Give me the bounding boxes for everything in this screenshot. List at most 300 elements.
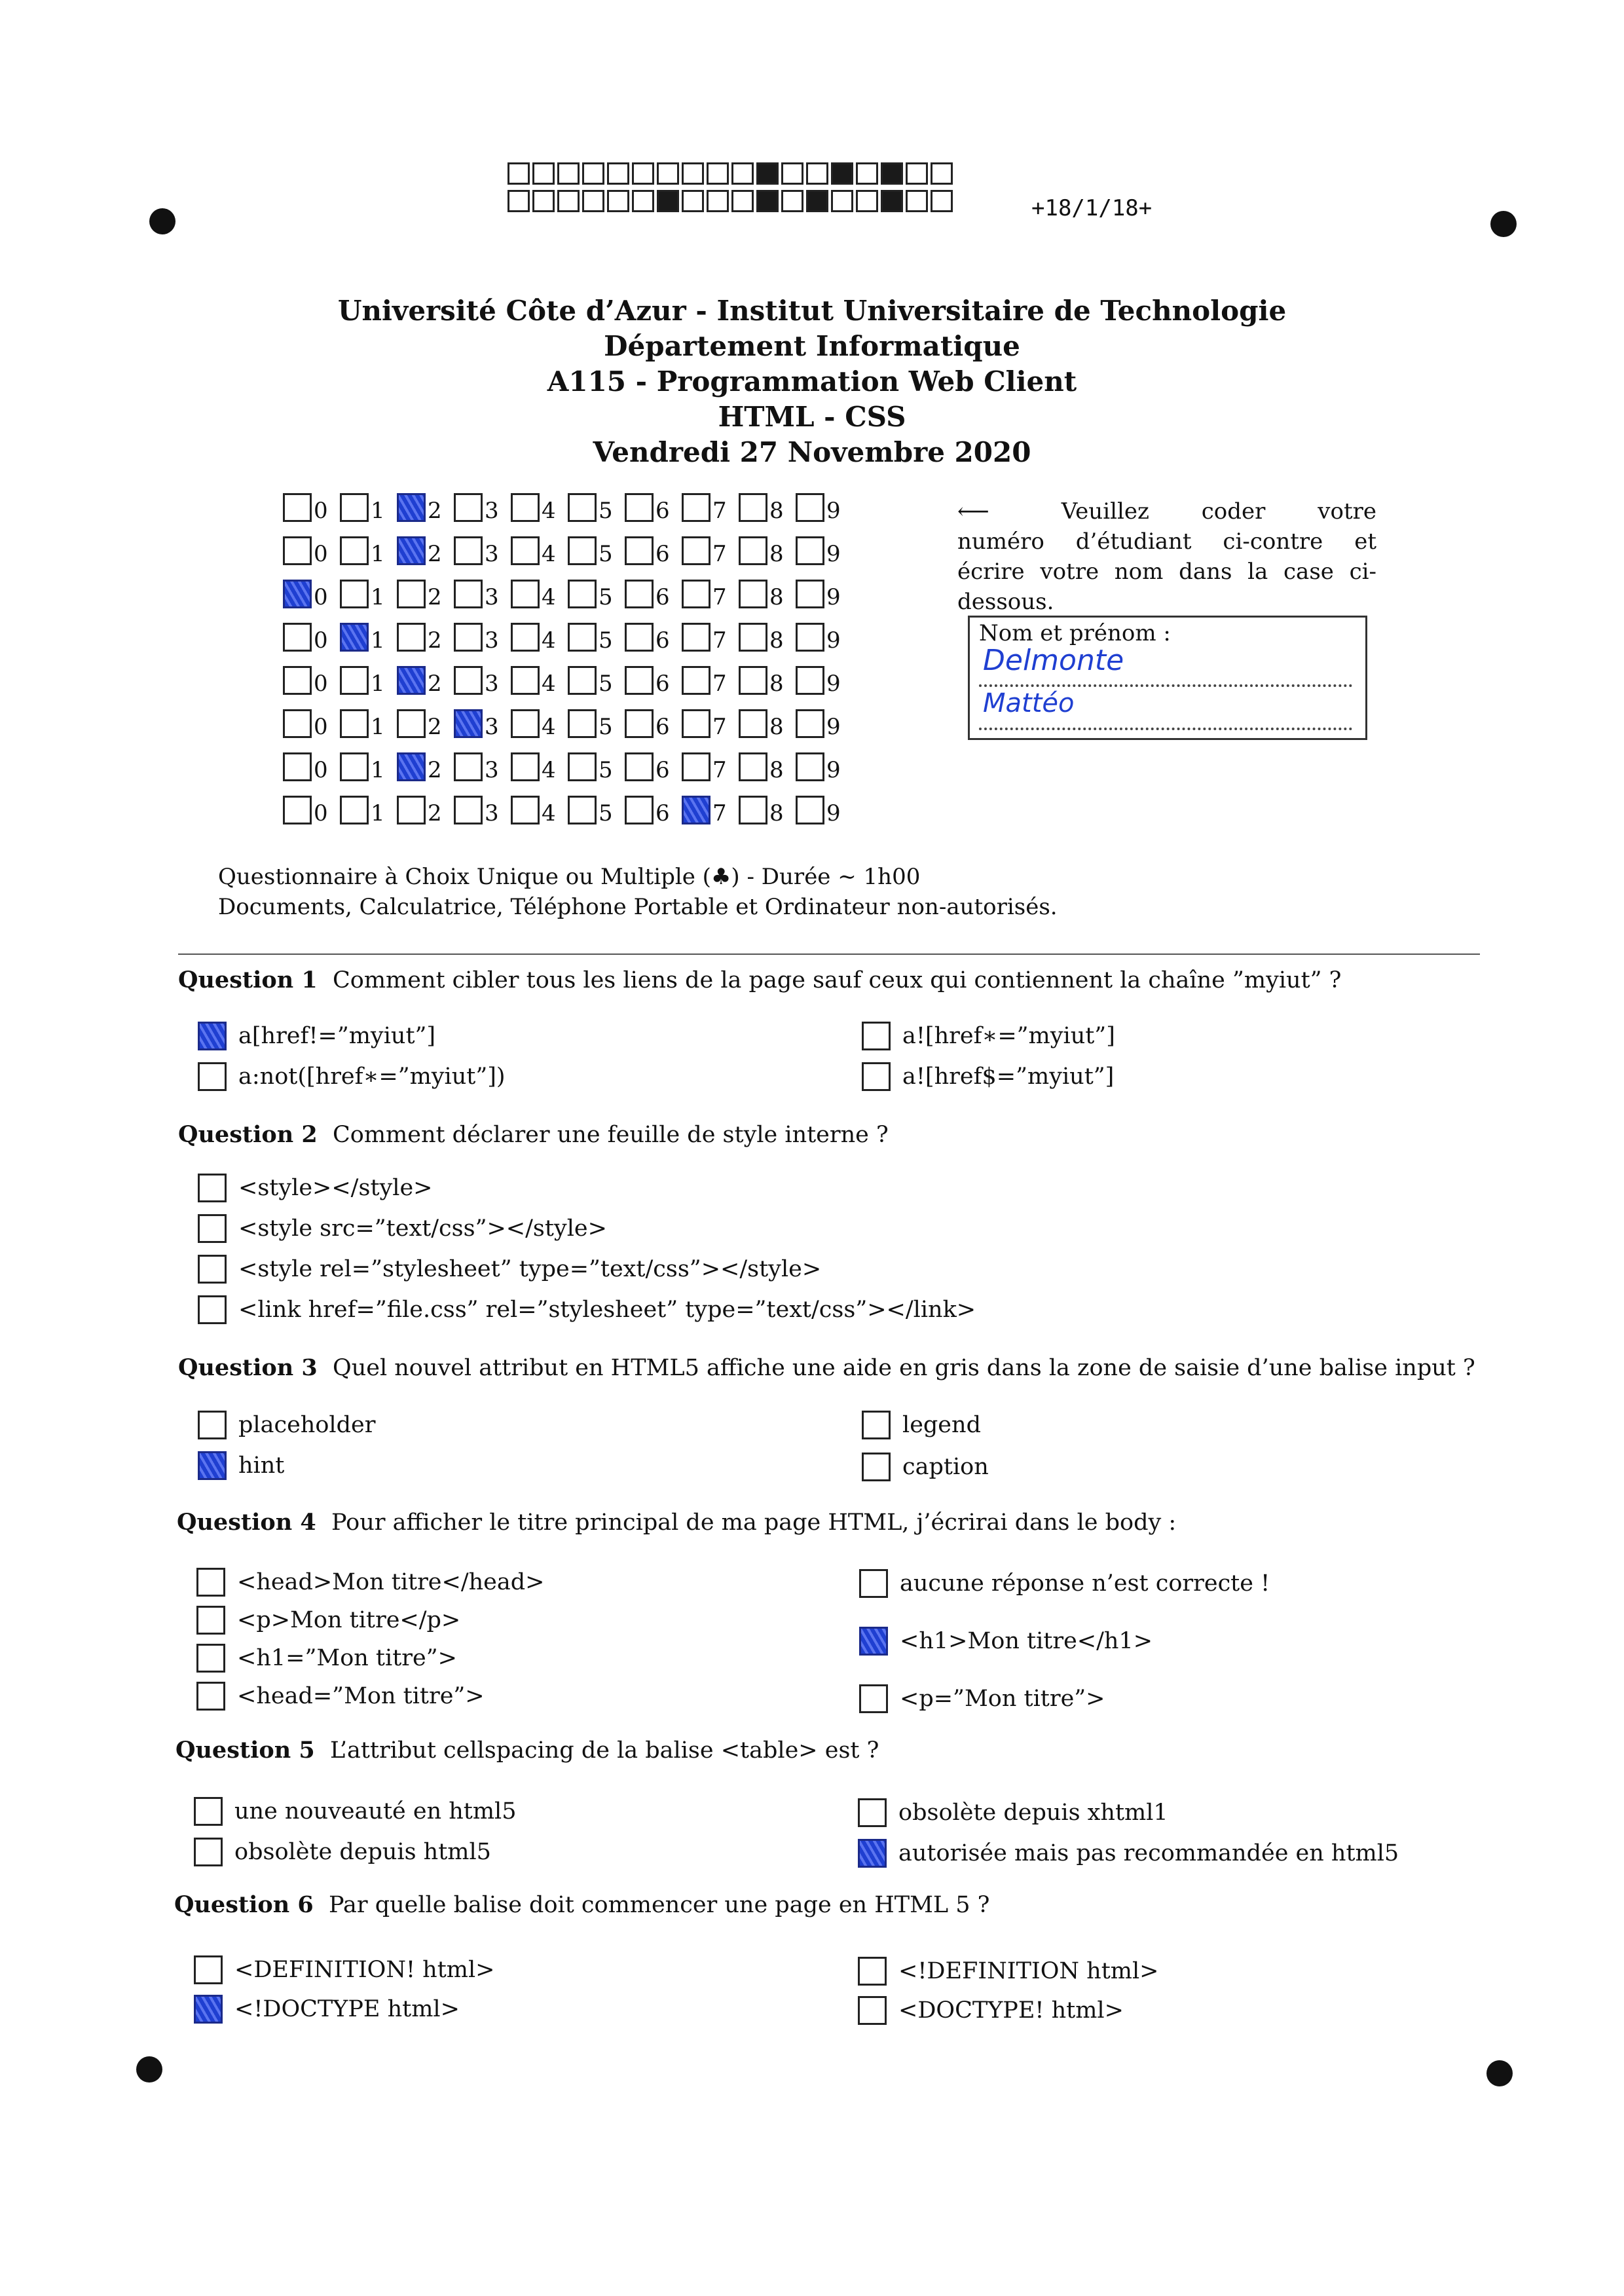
digit-option (625, 752, 682, 781)
handwritten-last-name[interactable]: Delmonte (983, 644, 1124, 677)
digit-checkbox[interactable] (397, 623, 426, 652)
digit-option (796, 709, 853, 738)
answer-option[interactable] (858, 1839, 1399, 1868)
digit-label: 7 (712, 498, 727, 524)
question-number: Question 1 (178, 967, 318, 993)
digit-label: 1 (371, 498, 385, 524)
digit-label: 1 (371, 671, 385, 697)
digit-checkbox[interactable] (625, 536, 654, 565)
digit-label: 6 (655, 541, 670, 567)
digit-checkbox[interactable] (625, 752, 654, 781)
student-number-row (283, 664, 853, 697)
question-text: Quel nouvel attribut en HTML5 affiche une aide en gris dans la zone de saisie d’une balise input ? (333, 1355, 1475, 1381)
digit-checkbox[interactable] (283, 623, 312, 652)
digit-checkbox[interactable] (796, 493, 824, 522)
digit-label: 4 (542, 541, 556, 567)
digit-checkbox[interactable] (682, 752, 710, 781)
barcode-row (507, 190, 955, 212)
digit-checkbox[interactable] (568, 709, 597, 738)
digit-checkbox[interactable] (397, 709, 426, 738)
barcode-cell (557, 162, 580, 185)
digit-checkbox[interactable] (625, 623, 654, 652)
digit-checkbox[interactable] (796, 666, 824, 695)
answer-label: placeholder (238, 1412, 376, 1438)
digit-label: 0 (314, 627, 328, 654)
digit-option (340, 796, 397, 824)
registration-mark (149, 208, 175, 234)
digit-label: 7 (712, 757, 727, 783)
digit-label: 4 (542, 714, 556, 740)
answer-label: caption (902, 1454, 989, 1480)
digit-label: 5 (599, 584, 613, 610)
digit-label: 9 (826, 671, 841, 697)
digit-label: 6 (655, 671, 670, 697)
answer-option[interactable] (198, 1174, 433, 1202)
answer-checkbox[interactable] (194, 1955, 223, 1984)
answer-checkbox[interactable] (859, 1627, 888, 1656)
digit-checkbox[interactable] (340, 580, 369, 608)
barcode-cell (781, 162, 803, 185)
digit-checkbox[interactable] (568, 493, 597, 522)
digit-checkbox[interactable] (283, 493, 312, 522)
student-number-row (283, 491, 853, 524)
digit-checkbox[interactable] (511, 580, 540, 608)
digit-option (568, 536, 625, 565)
answer-option[interactable] (198, 1022, 435, 1050)
answer-label: a[href!=”myiut”] (238, 1023, 436, 1049)
digit-checkbox[interactable] (397, 536, 426, 565)
course-title: A115 - Programmation Web Client (547, 365, 1077, 398)
digit-checkbox[interactable] (682, 709, 710, 738)
digit-label: 2 (428, 800, 442, 826)
answer-option[interactable] (196, 1682, 485, 1711)
answer-checkbox[interactable] (194, 1995, 223, 2024)
digit-label: 9 (826, 498, 841, 524)
digit-label: 8 (769, 584, 784, 610)
digit-checkbox[interactable] (568, 796, 597, 824)
digit-checkbox[interactable] (340, 666, 369, 695)
answer-option[interactable] (859, 1627, 1153, 1656)
separator (178, 954, 1480, 955)
digit-label: 7 (712, 627, 727, 654)
answer-label: <!DOCTYPE html> (234, 1996, 460, 2022)
digit-checkbox[interactable] (340, 796, 369, 824)
answer-label: <h1>Mon titre</h1> (900, 1628, 1153, 1654)
digit-checkbox[interactable] (796, 580, 824, 608)
answer-checkbox[interactable] (196, 1568, 225, 1597)
digit-checkbox[interactable] (340, 536, 369, 565)
digit-option (511, 752, 568, 781)
digit-checkbox[interactable] (511, 752, 540, 781)
answer-option[interactable] (194, 1838, 491, 1866)
barcode-cell (806, 162, 828, 185)
answer-label: <style src=”text/css”></style> (238, 1215, 607, 1242)
digit-label: 7 (712, 800, 727, 826)
answer-option[interactable] (198, 1295, 976, 1324)
barcode-cell (657, 190, 679, 212)
barcode-cell (856, 162, 878, 185)
question-header (175, 1737, 879, 1764)
digit-checkbox[interactable] (397, 580, 426, 608)
digit-option (625, 666, 682, 695)
answer-option[interactable] (198, 1411, 375, 1439)
digit-checkbox[interactable] (625, 580, 654, 608)
code-instructions (957, 496, 1376, 617)
digit-checkbox[interactable] (511, 623, 540, 652)
digit-checkbox[interactable] (682, 623, 710, 652)
digit-checkbox[interactable] (511, 709, 540, 738)
answer-option[interactable] (198, 1255, 821, 1284)
question-number: Question 2 (178, 1121, 318, 1148)
answer-option[interactable] (862, 1453, 989, 1481)
answer-checkbox[interactable] (862, 1022, 891, 1050)
digit-checkbox[interactable] (340, 752, 369, 781)
barcode-cell (607, 162, 629, 185)
digit-option (682, 580, 739, 608)
digit-checkbox[interactable] (397, 666, 426, 695)
answer-option[interactable] (198, 1451, 284, 1480)
digit-checkbox[interactable] (682, 796, 710, 824)
digit-option (511, 709, 568, 738)
answer-label: aucune réponse n’est correcte ! (900, 1570, 1270, 1597)
answer-option[interactable] (862, 1022, 1115, 1050)
digit-option (511, 623, 568, 652)
answer-checkbox[interactable] (862, 1062, 891, 1091)
digit-label: 1 (371, 584, 385, 610)
answer-checkbox[interactable] (858, 1957, 887, 1986)
name-label: Nom et prénom : (979, 620, 1171, 646)
digit-label: 2 (428, 627, 442, 654)
answer-option[interactable] (198, 1214, 607, 1243)
digit-checkbox[interactable] (568, 752, 597, 781)
exam-rules: Documents, Calculatrice, Téléphone Portable et Ordinateur non-autorisés. (218, 894, 1058, 920)
digit-checkbox[interactable] (511, 666, 540, 695)
digit-option (568, 796, 625, 824)
barcode-cell (557, 190, 580, 212)
barcode-cell (781, 190, 803, 212)
digit-label: 9 (826, 714, 841, 740)
digit-checkbox[interactable] (283, 666, 312, 695)
digit-checkbox[interactable] (397, 493, 426, 522)
subject-title: HTML - CSS (718, 401, 906, 433)
digit-option (340, 666, 397, 695)
digit-checkbox[interactable] (682, 580, 710, 608)
answer-option[interactable] (194, 1995, 460, 2024)
digit-label: 3 (485, 584, 499, 610)
department-title: Département Informatique (604, 330, 1020, 362)
answer-checkbox[interactable] (859, 1684, 888, 1713)
digit-option (454, 709, 511, 738)
digit-checkbox[interactable] (340, 493, 369, 522)
answer-checkbox[interactable] (196, 1682, 225, 1711)
digit-checkbox[interactable] (454, 796, 483, 824)
answer-label: autorisée mais pas recommandée en html5 (898, 1840, 1399, 1866)
digit-checkbox[interactable] (625, 796, 654, 824)
digit-label: 3 (485, 757, 499, 783)
digit-checkbox[interactable] (739, 623, 767, 652)
barcode-row (507, 162, 955, 185)
digit-option (397, 752, 454, 781)
digit-label: 9 (826, 627, 841, 654)
barcode-cell (731, 162, 754, 185)
digit-label: 9 (826, 800, 841, 826)
digit-checkbox[interactable] (682, 536, 710, 565)
answer-option[interactable] (194, 1797, 517, 1826)
digit-checkbox[interactable] (283, 580, 312, 608)
answer-option[interactable] (196, 1568, 545, 1597)
barcode-cell (632, 162, 654, 185)
digit-checkbox[interactable] (739, 666, 767, 695)
question-text: Comment déclarer une feuille de style interne ? (333, 1122, 889, 1148)
digit-label: 3 (485, 541, 499, 567)
digit-label: 0 (314, 584, 328, 610)
digit-checkbox[interactable] (454, 623, 483, 652)
digit-option (283, 536, 340, 565)
digit-option (397, 666, 454, 695)
digit-checkbox[interactable] (739, 709, 767, 738)
digit-checkbox[interactable] (568, 536, 597, 565)
answer-option[interactable] (859, 1684, 1105, 1713)
answer-checkbox[interactable] (862, 1411, 891, 1439)
question-text: Pour afficher le titre principal de ma page HTML, j’écrirai dans le body : (331, 1509, 1177, 1536)
digit-label: 0 (314, 714, 328, 740)
digit-checkbox[interactable] (682, 493, 710, 522)
digit-label: 4 (542, 671, 556, 697)
digit-checkbox[interactable] (568, 623, 597, 652)
student-number-row (283, 578, 853, 610)
digit-checkbox[interactable] (796, 623, 824, 652)
digit-option (568, 666, 625, 695)
digit-checkbox[interactable] (682, 666, 710, 695)
digit-label: 5 (599, 671, 613, 697)
question-header (178, 1121, 889, 1148)
digit-label: 1 (371, 757, 385, 783)
digit-checkbox[interactable] (454, 752, 483, 781)
digit-checkbox[interactable] (625, 709, 654, 738)
digit-option (454, 752, 511, 781)
digit-option (397, 623, 454, 652)
digit-checkbox[interactable] (796, 709, 824, 738)
digit-option (739, 493, 796, 522)
answer-option[interactable] (198, 1062, 506, 1091)
question-number: Question 6 (174, 1891, 314, 1918)
answer-checkbox[interactable] (198, 1255, 227, 1284)
digit-option (796, 493, 853, 522)
digit-option (568, 623, 625, 652)
question-header (178, 1354, 1475, 1381)
answer-label: hint (238, 1453, 285, 1479)
digit-label: 3 (485, 498, 499, 524)
answer-label: <style></style> (238, 1175, 433, 1201)
answer-option[interactable] (858, 1798, 1168, 1827)
digit-option (682, 623, 739, 652)
student-number-row (283, 534, 853, 567)
digit-option (454, 536, 511, 565)
student-number-row (283, 621, 853, 654)
digit-checkbox[interactable] (454, 666, 483, 695)
answer-label: <h1=”Mon titre”> (237, 1645, 457, 1671)
digit-checkbox[interactable] (739, 752, 767, 781)
digit-option (625, 493, 682, 522)
barcode-cell (532, 190, 555, 212)
digit-checkbox[interactable] (511, 493, 540, 522)
digit-label: 6 (655, 800, 670, 826)
digit-option (454, 796, 511, 824)
digit-checkbox[interactable] (397, 752, 426, 781)
answer-option[interactable] (859, 1569, 1270, 1598)
barcode-cell (881, 190, 903, 212)
digit-option (568, 493, 625, 522)
answer-option[interactable] (858, 1957, 1159, 1986)
digit-checkbox[interactable] (568, 580, 597, 608)
answer-checkbox[interactable] (198, 1062, 227, 1091)
digit-checkbox[interactable] (739, 796, 767, 824)
answer-checkbox[interactable] (858, 1839, 887, 1868)
digit-option (340, 623, 397, 652)
answer-checkbox[interactable] (198, 1214, 227, 1243)
digit-checkbox[interactable] (283, 752, 312, 781)
digit-checkbox[interactable] (283, 796, 312, 824)
answer-label: <p=”Mon titre”> (900, 1686, 1105, 1712)
answer-checkbox[interactable] (198, 1411, 227, 1439)
question-header (178, 967, 1341, 993)
digit-option (796, 536, 853, 565)
answer-checkbox[interactable] (194, 1797, 223, 1826)
digit-option (682, 666, 739, 695)
answer-label: a:not([href∗=”myiut”]) (238, 1064, 506, 1090)
digit-option (568, 580, 625, 608)
student-number-grid (283, 491, 853, 837)
digit-label: 3 (485, 800, 499, 826)
digit-label: 8 (769, 627, 784, 654)
digit-checkbox[interactable] (625, 666, 654, 695)
digit-option (340, 493, 397, 522)
digit-option (739, 666, 796, 695)
answer-option[interactable] (862, 1062, 1114, 1091)
digit-label: 0 (314, 498, 328, 524)
digit-option (739, 536, 796, 565)
digit-checkbox[interactable] (454, 536, 483, 565)
barcode-cell (582, 162, 604, 185)
digit-label: 5 (599, 498, 613, 524)
page-barcode (507, 162, 955, 217)
digit-label: 7 (712, 671, 727, 697)
digit-label: 0 (314, 541, 328, 567)
digit-checkbox[interactable] (511, 796, 540, 824)
barcode-cell (731, 190, 754, 212)
answer-checkbox[interactable] (859, 1569, 888, 1598)
digit-label: 4 (542, 627, 556, 654)
answer-checkbox[interactable] (858, 1798, 887, 1827)
digit-option (397, 536, 454, 565)
answer-checkbox[interactable] (198, 1451, 227, 1480)
answer-label: a![href$=”myiut”] (902, 1064, 1115, 1090)
digit-checkbox[interactable] (796, 536, 824, 565)
answer-label: <link href=”file.css” rel=”stylesheet” type=”text/css”></link> (238, 1297, 976, 1323)
digit-label: 8 (769, 498, 784, 524)
digit-checkbox[interactable] (397, 796, 426, 824)
digit-label: 8 (769, 714, 784, 740)
digit-option (739, 796, 796, 824)
university-title: Université Côte d’Azur - Institut Universitaire de Technologie (337, 295, 1287, 327)
digit-checkbox[interactable] (454, 580, 483, 608)
digit-checkbox[interactable] (511, 536, 540, 565)
answer-option[interactable] (858, 1996, 1124, 2025)
answer-checkbox[interactable] (198, 1022, 227, 1050)
digit-checkbox[interactable] (454, 709, 483, 738)
digit-label: 4 (542, 584, 556, 610)
answer-checkbox[interactable] (198, 1295, 227, 1324)
digit-option (796, 623, 853, 652)
digit-option (511, 666, 568, 695)
digit-label: 3 (485, 671, 499, 697)
barcode-cell (532, 162, 555, 185)
left-arrow-icon: ⟵ (957, 498, 989, 525)
digit-option (625, 796, 682, 824)
digit-checkbox[interactable] (796, 752, 824, 781)
student-number-row (283, 794, 853, 826)
barcode-cell (856, 190, 878, 212)
digit-checkbox[interactable] (739, 580, 767, 608)
digit-checkbox[interactable] (340, 623, 369, 652)
digit-checkbox[interactable] (340, 709, 369, 738)
digit-checkbox[interactable] (454, 493, 483, 522)
digit-label: 6 (655, 498, 670, 524)
digit-label: 2 (428, 584, 442, 610)
answer-checkbox[interactable] (858, 1996, 887, 2025)
answer-checkbox[interactable] (194, 1838, 223, 1866)
barcode-cell (931, 162, 953, 185)
digit-checkbox[interactable] (625, 493, 654, 522)
digit-checkbox[interactable] (283, 536, 312, 565)
answer-option[interactable] (194, 1955, 495, 1984)
digit-checkbox[interactable] (739, 536, 767, 565)
answer-option[interactable] (196, 1606, 460, 1635)
answer-label: une nouveauté en html5 (234, 1798, 517, 1824)
digit-option (397, 493, 454, 522)
digit-option (283, 752, 340, 781)
answer-checkbox[interactable] (198, 1174, 227, 1202)
barcode-cell (881, 162, 903, 185)
barcode-cell (831, 162, 853, 185)
digit-option (340, 536, 397, 565)
digit-option (454, 580, 511, 608)
handwritten-first-name[interactable]: Mattéo (983, 688, 1075, 718)
question-number: Question 3 (178, 1354, 318, 1381)
digit-label: 5 (599, 627, 613, 654)
answer-checkbox[interactable] (862, 1453, 891, 1481)
answer-option[interactable] (196, 1644, 457, 1673)
answer-option[interactable] (862, 1411, 981, 1439)
answer-label: <!DEFINITION html> (898, 1958, 1159, 1984)
digit-checkbox[interactable] (739, 493, 767, 522)
digit-label: 8 (769, 541, 784, 567)
digit-option (511, 796, 568, 824)
digit-option (682, 796, 739, 824)
digit-checkbox[interactable] (283, 709, 312, 738)
question-number: Question 5 (175, 1737, 315, 1764)
digit-checkbox[interactable] (568, 666, 597, 695)
digit-option (739, 709, 796, 738)
digit-option (283, 623, 340, 652)
barcode-cell (632, 190, 654, 212)
answer-checkbox[interactable] (196, 1644, 225, 1673)
answer-checkbox[interactable] (196, 1606, 225, 1635)
digit-label: 7 (712, 714, 727, 740)
exam-format: Questionnaire à Choix Unique ou Multiple (♣) - Durée ∼ 1h00 (218, 864, 921, 890)
barcode-cell (682, 162, 704, 185)
digit-checkbox[interactable] (796, 796, 824, 824)
